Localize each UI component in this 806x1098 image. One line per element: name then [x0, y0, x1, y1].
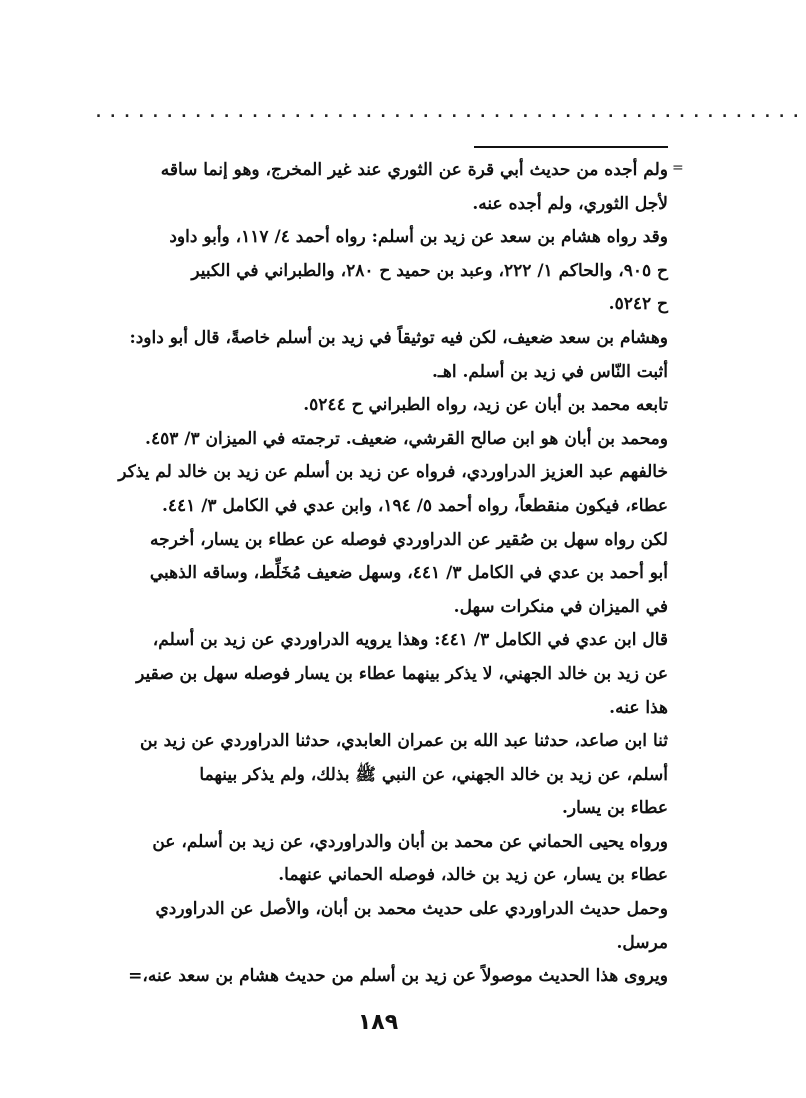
footnote-rule	[474, 146, 668, 148]
text-line: أبو أحمد بن عدي في الكامل ٣/ ٤٤١، وسهل ضعيف مُخَلِّط، وساقه الذهبي	[149, 563, 668, 584]
text-line: عطاء، فيكون منقطعاً، رواه أحمد ٥/ ١٩٤، وابن عدي في الكامل ٣/ ٤٤١.	[161, 495, 668, 516]
text-line: مرسل.	[616, 932, 668, 953]
text-line: تابعه محمد بن أبان عن زيد، رواه الطبراني ح ٥٢٤٤.	[303, 395, 668, 416]
page-number: ١٨٩	[357, 1010, 399, 1035]
dotted-separator: ..................................................	[94, 103, 806, 121]
text-line: وحمل حديث الدراوردي على حديث محمد بن أبان، والأصل عن الدراوردي	[155, 899, 668, 920]
text-line: خالفهم عبد العزيز الدراوردي، فرواه عن زيد بن أسلم عن زيد بن خالد لم يذكر	[118, 462, 668, 483]
text-line: قال ابن عدي في الكامل ٣/ ٤٤١: وهذا يرويه الدراوردي عن زيد بن أسلم،	[152, 630, 668, 651]
text-line: عن زيد بن خالد الجهني، لا يذكر بينهما عطاء بن يسار فوصله سهل بن صقير	[136, 663, 668, 684]
footnote-text	[88, 154, 668, 994]
text-line: ولم أجده من حديث أبي قرة عن الثوري عند غير المخرج، وهو إنما ساقه	[160, 160, 668, 180]
text-line: ح ٥٢٤٢.	[608, 294, 668, 315]
text-line: ح ٩٠٥، والحاكم ١/ ٢٢٢، وعبد بن حميد ح ٢٨٠، والطبراني في الكبير	[191, 260, 668, 281]
text-line: وهشام بن سعد ضعيف، لكن فيه توثيقاً في زيد بن أسلم خاصةً، قال أبو داود:	[129, 327, 668, 348]
text-line: ومحمد بن أبان هو ابن صالح القرشي، ضعيف. ترجمته في الميزان ٣/ ٤٥٣.	[145, 428, 668, 449]
text-line: ورواه يحيى الحماني عن محمد بن أبان والدراوردي، عن زيد بن أسلم، عن	[152, 831, 668, 852]
text-line: لأجل الثوري، ولم أجده عنه.	[472, 193, 668, 214]
text-line: هذا عنه.	[609, 697, 668, 718]
text-line: أثبت النّاس في زيد بن أسلم. اهـ.	[432, 361, 668, 382]
continuation-mark: =	[672, 160, 684, 176]
text-line: عطاء بن يسار، عن زيد بن خالد، فوصله الحماني عنهما.	[278, 865, 668, 886]
text-line: لكن رواه سهل بن صُقير عن الدراوردي فوصله عن عطاء بن يسار، أخرجه	[149, 529, 668, 550]
text-line: أسلم، عن زيد بن خالد الجهني، عن النبي ﷺ بذلك، ولم يذكر بينهما	[199, 764, 668, 785]
text-line: وقد رواه هشام بن سعد عن زيد بن أسلم: رواه أحمد ٤/ ١١٧، وأبو داود	[169, 227, 668, 248]
text-line: ثنا ابن صاعد، حدثنا عبد الله بن عمران العابدي، حدثنا الدراوردي عن زيد بن	[140, 731, 668, 752]
text-line: ويروى هذا الحديث موصولاً عن زيد بن أسلم من حديث هشام بن سعد عنه،=	[128, 966, 668, 987]
text-line: في الميزان في منكرات سهل.	[453, 596, 668, 617]
text-line: عطاء بن يسار.	[562, 798, 668, 819]
